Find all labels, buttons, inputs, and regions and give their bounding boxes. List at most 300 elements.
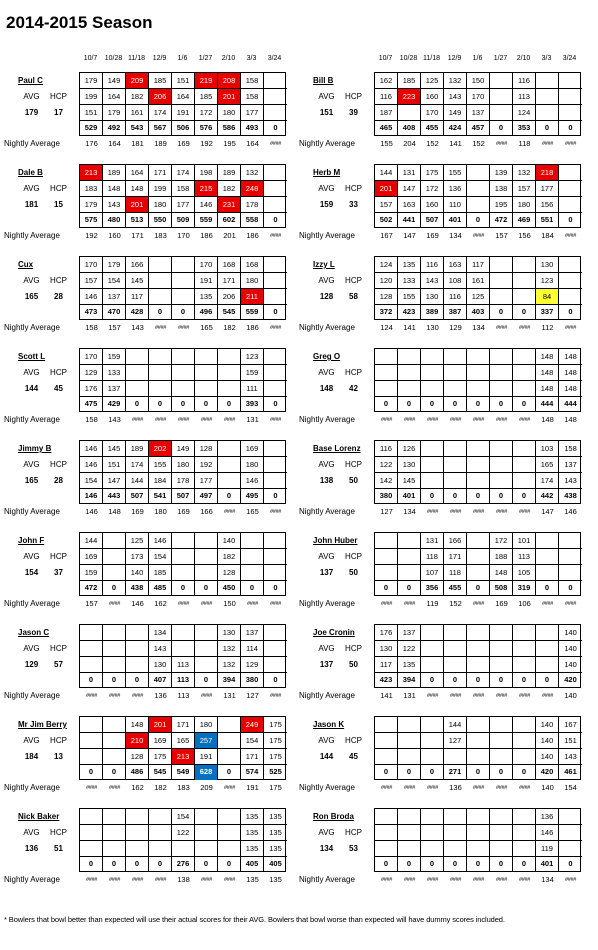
nightly-average-value: 134 <box>472 323 485 332</box>
score-cell <box>559 73 582 89</box>
score-cell: 132 <box>218 657 241 673</box>
score-cell <box>126 625 149 641</box>
score-cell <box>398 533 421 549</box>
player-name: Izzy L <box>313 260 335 269</box>
hcp-value: 45 <box>54 384 63 393</box>
score-cell <box>172 273 195 289</box>
score-cell <box>218 365 241 381</box>
total-cell: 558 <box>241 212 264 228</box>
score-grid <box>374 256 581 320</box>
score-cell: 180 <box>195 717 218 733</box>
hcp-label: HCP <box>50 552 67 561</box>
score-grid <box>79 72 286 136</box>
total-cell: 401 <box>536 856 559 872</box>
score-cell: 120 <box>375 273 398 289</box>
score-cell: 113 <box>513 89 536 105</box>
score-cell: 155 <box>149 457 172 473</box>
score-cell: 147 <box>103 473 126 489</box>
nightly-average-value: 169 <box>177 139 190 148</box>
score-cell <box>467 641 490 657</box>
score-cell: 145 <box>398 473 421 489</box>
hcp-value: 50 <box>349 660 358 669</box>
date-header: 1/27 <box>198 55 213 62</box>
nightly-average-value: #### <box>449 417 462 423</box>
date-header: 12/9 <box>447 55 462 62</box>
score-cell <box>264 657 287 673</box>
nightly-average-value: #### <box>495 785 508 791</box>
total-cell: 545 <box>218 304 241 320</box>
nightly-average-value: #### <box>223 785 236 791</box>
nightly-average-value: 143 <box>131 323 144 332</box>
score-cell: 118 <box>421 549 444 565</box>
total-cell: 337 <box>536 304 559 320</box>
total-cell: 486 <box>126 764 149 780</box>
total-cell: 0 <box>375 580 398 596</box>
score-cell: 130 <box>218 625 241 641</box>
total-cell: 472 <box>80 580 103 596</box>
score-cell <box>149 841 172 857</box>
score-cell <box>559 533 582 549</box>
score-grid <box>374 72 581 136</box>
nightly-average-value: 181 <box>131 139 144 148</box>
nightly-average-value: #### <box>495 325 508 331</box>
score-cell <box>490 641 513 657</box>
avg-value: 137 <box>319 568 334 577</box>
score-cell <box>264 441 287 457</box>
nightly-average-label: Nightly Average <box>4 507 60 516</box>
total-cell: 0 <box>375 396 398 412</box>
score-cell: 142 <box>375 473 398 489</box>
total-cell: 0 <box>490 856 513 872</box>
score-cell: 160 <box>421 89 444 105</box>
nightly-average-value: 152 <box>449 599 462 608</box>
score-cell <box>421 457 444 473</box>
score-cell: 155 <box>398 289 421 305</box>
total-cell: 0 <box>241 580 264 596</box>
total-cell: 0 <box>490 304 513 320</box>
nightly-average-value: #### <box>449 509 462 515</box>
score-cell: 143 <box>149 641 172 657</box>
nightly-average-value: 113 <box>177 691 190 700</box>
score-cell <box>467 809 490 825</box>
nightly-average-value: #### <box>380 785 393 791</box>
total-cell: 424 <box>444 120 467 136</box>
score-cell <box>513 365 536 381</box>
score-cell: 167 <box>559 717 582 733</box>
score-cell <box>103 565 126 581</box>
score-cell: 172 <box>195 105 218 121</box>
total-cell: 0 <box>421 764 444 780</box>
score-cell: 144 <box>80 533 103 549</box>
score-cell <box>536 565 559 581</box>
nightly-average-value: #### <box>472 785 485 791</box>
score-cell: 148 <box>559 365 582 381</box>
score-cell: 103 <box>536 441 559 457</box>
score-cell: 163 <box>444 257 467 273</box>
score-cell: 201 <box>375 181 398 197</box>
score-cell <box>536 73 559 89</box>
score-cell: 143 <box>444 89 467 105</box>
total-cell: 0 <box>264 580 287 596</box>
total-cell: 0 <box>444 488 467 504</box>
score-cell <box>398 365 421 381</box>
total-cell: 0 <box>490 764 513 780</box>
nightly-average-value: 156 <box>518 231 531 240</box>
nightly-average-value: 182 <box>154 783 167 792</box>
score-cell: 136 <box>444 181 467 197</box>
score-cell <box>467 381 490 397</box>
nightly-average-value: 141 <box>380 691 393 700</box>
score-cell: 137 <box>559 457 582 473</box>
score-cell: 179 <box>103 105 126 121</box>
score-cell: 248 <box>241 181 264 197</box>
nightly-average-value: #### <box>426 877 439 883</box>
score-cell: 125 <box>467 289 490 305</box>
score-cell <box>467 549 490 565</box>
score-cell: 117 <box>126 289 149 305</box>
score-cell: 124 <box>375 257 398 273</box>
score-cell: 137 <box>103 381 126 397</box>
nightly-average-value: #### <box>518 877 531 883</box>
score-cell <box>375 717 398 733</box>
nightly-average-value: 146 <box>564 507 577 516</box>
score-cell <box>513 749 536 765</box>
score-cell <box>513 717 536 733</box>
score-cell <box>513 457 536 473</box>
total-cell: 0 <box>126 672 149 688</box>
total-cell: 0 <box>467 580 490 596</box>
total-cell: 0 <box>375 764 398 780</box>
score-cell <box>513 809 536 825</box>
date-header: 3/24 <box>267 55 282 62</box>
score-cell: 133 <box>103 365 126 381</box>
score-cell <box>444 657 467 673</box>
score-cell: 146 <box>80 457 103 473</box>
total-cell: 559 <box>195 212 218 228</box>
nightly-average-value: #### <box>495 509 508 515</box>
nightly-average-value: 138 <box>177 875 190 884</box>
score-cell: 201 <box>126 197 149 213</box>
nightly-average-value: #### <box>426 785 439 791</box>
score-cell <box>218 825 241 841</box>
score-cell: 180 <box>241 457 264 473</box>
nightly-average-value: 148 <box>541 415 554 424</box>
total-cell: 0 <box>467 856 490 872</box>
score-cell: 140 <box>559 625 582 641</box>
score-cell: 177 <box>241 105 264 121</box>
score-cell <box>241 549 264 565</box>
nightly-average-value: 157 <box>495 231 508 240</box>
score-cell <box>218 841 241 857</box>
nightly-average-value: 129 <box>449 323 462 332</box>
score-cell: 123 <box>241 349 264 365</box>
score-cell: 145 <box>103 441 126 457</box>
score-cell <box>490 381 513 397</box>
hcp-value: 28 <box>54 476 63 485</box>
score-cell: 159 <box>103 349 126 365</box>
score-cell: 132 <box>444 73 467 89</box>
score-cell <box>513 641 536 657</box>
score-cell: 157 <box>80 273 103 289</box>
score-cell <box>398 717 421 733</box>
nightly-average-value: #### <box>269 141 282 147</box>
score-cell: 131 <box>398 165 421 181</box>
hcp-value: 28 <box>54 292 63 301</box>
nightly-average-value: 162 <box>154 599 167 608</box>
nightly-average-value: 155 <box>380 139 393 148</box>
avg-label: AVG <box>23 276 40 285</box>
score-cell: 158 <box>241 89 264 105</box>
score-cell: 158 <box>241 73 264 89</box>
score-cell <box>536 89 559 105</box>
nightly-average-label: Nightly Average <box>299 507 355 516</box>
score-cell <box>421 641 444 657</box>
total-cell: 0 <box>513 672 536 688</box>
score-cell: 183 <box>80 181 103 197</box>
score-cell: 180 <box>218 105 241 121</box>
total-cell: 0 <box>398 856 421 872</box>
score-cell <box>195 549 218 565</box>
score-cell: 125 <box>126 533 149 549</box>
score-cell: 154 <box>80 473 103 489</box>
total-cell: 559 <box>241 304 264 320</box>
score-cell: 185 <box>149 565 172 581</box>
hcp-label: HCP <box>50 736 67 745</box>
score-cell <box>559 105 582 121</box>
score-cell <box>126 381 149 397</box>
avg-label: AVG <box>318 368 335 377</box>
nightly-average-value: #### <box>518 509 531 515</box>
nightly-average-value: #### <box>223 417 236 423</box>
score-cell: 173 <box>126 549 149 565</box>
nightly-average-value: #### <box>269 693 282 699</box>
nightly-average-value: 169 <box>131 507 144 516</box>
player-name: John Huber <box>313 536 358 545</box>
total-cell: 0 <box>126 856 149 872</box>
player-name: John F <box>18 536 45 545</box>
nightly-average-value: #### <box>200 417 213 423</box>
score-cell: 136 <box>536 809 559 825</box>
score-cell <box>264 257 287 273</box>
total-cell: 0 <box>264 672 287 688</box>
score-cell: 148 <box>536 381 559 397</box>
score-cell <box>444 809 467 825</box>
avg-label: AVG <box>23 92 40 101</box>
score-cell: 213 <box>80 165 103 181</box>
total-cell: 543 <box>126 120 149 136</box>
score-cell <box>444 457 467 473</box>
total-cell: 0 <box>172 580 195 596</box>
nightly-average-label: Nightly Average <box>4 875 60 884</box>
score-cell: 151 <box>559 733 582 749</box>
score-cell <box>536 641 559 657</box>
date-header: 1/27 <box>493 55 508 62</box>
nightly-average-value: 147 <box>541 507 554 516</box>
nightly-average-value: 183 <box>154 231 167 240</box>
nightly-average-value: 131 <box>403 691 416 700</box>
score-cell <box>195 565 218 581</box>
avg-label: AVG <box>318 460 335 469</box>
nightly-average-value: #### <box>541 141 554 147</box>
total-cell: 0 <box>172 396 195 412</box>
score-grid <box>79 624 286 688</box>
hcp-label: HCP <box>345 460 362 469</box>
nightly-average-value: 140 <box>564 691 577 700</box>
nightly-average-value: #### <box>403 785 416 791</box>
total-cell: 485 <box>149 580 172 596</box>
nightly-average-value: #### <box>380 417 393 423</box>
total-cell: 480 <box>103 212 126 228</box>
total-cell: 507 <box>421 212 444 228</box>
score-cell: 161 <box>126 105 149 121</box>
score-cell: 223 <box>398 89 421 105</box>
score-cell: 171 <box>149 165 172 181</box>
score-cell: 130 <box>421 289 444 305</box>
score-cell <box>375 749 398 765</box>
total-cell: 319 <box>513 580 536 596</box>
score-cell <box>490 457 513 473</box>
hcp-value: 50 <box>349 476 358 485</box>
total-cell: 0 <box>421 672 444 688</box>
nightly-average-value: 164 <box>246 139 259 148</box>
nightly-average-value: #### <box>403 877 416 883</box>
total-cell: 423 <box>375 672 398 688</box>
score-cell: 215 <box>195 181 218 197</box>
score-cell: 169 <box>80 549 103 565</box>
nightly-average-value: #### <box>154 417 167 423</box>
score-cell <box>421 349 444 365</box>
hcp-label: HCP <box>50 276 67 285</box>
score-cell: 117 <box>467 257 490 273</box>
avg-value: 184 <box>24 752 39 761</box>
nightly-average-value: #### <box>108 877 121 883</box>
score-cell <box>467 841 490 857</box>
player-name: Jimmy B <box>18 444 52 453</box>
score-cell <box>467 733 490 749</box>
score-grid <box>79 808 286 872</box>
total-cell: 469 <box>513 212 536 228</box>
score-cell <box>103 549 126 565</box>
nightly-average-value: #### <box>518 693 531 699</box>
total-cell: 403 <box>467 304 490 320</box>
avg-label: AVG <box>23 460 40 469</box>
hcp-value: 42 <box>349 384 358 393</box>
total-cell: 507 <box>126 488 149 504</box>
score-cell <box>398 565 421 581</box>
score-cell <box>421 657 444 673</box>
score-cell <box>195 809 218 825</box>
score-cell <box>149 809 172 825</box>
score-cell <box>421 473 444 489</box>
score-cell: 140 <box>536 717 559 733</box>
score-cell: 127 <box>444 733 467 749</box>
score-cell: 135 <box>264 841 287 857</box>
score-cell: 154 <box>172 809 195 825</box>
score-cell <box>375 825 398 841</box>
score-cell: 128 <box>375 289 398 305</box>
total-cell: 0 <box>513 304 536 320</box>
score-cell <box>513 289 536 305</box>
total-cell: 393 <box>241 396 264 412</box>
nightly-average-value: 127 <box>246 691 259 700</box>
date-header: 2/10 <box>516 55 531 62</box>
score-cell: 139 <box>490 165 513 181</box>
score-cell <box>559 809 582 825</box>
score-cell: 170 <box>80 349 103 365</box>
score-cell <box>103 809 126 825</box>
date-header: 10/28 <box>399 55 418 62</box>
total-cell: 551 <box>536 212 559 228</box>
score-cell <box>536 549 559 565</box>
score-cell <box>264 273 287 289</box>
score-cell: 122 <box>398 641 421 657</box>
total-cell: 0 <box>375 856 398 872</box>
score-cell <box>398 809 421 825</box>
score-cell: 140 <box>536 733 559 749</box>
score-cell <box>172 641 195 657</box>
total-cell: 496 <box>195 304 218 320</box>
player-name: Herb M <box>313 168 341 177</box>
score-cell: 179 <box>80 197 103 213</box>
footnote: * Bowlers that bowl better than expected will use their actual scores for their AVG. Bowlers that bowl worse than expected will have dummy scores included. <box>4 915 505 924</box>
nightly-average-value: #### <box>380 601 393 607</box>
total-cell: 455 <box>444 580 467 596</box>
score-cell <box>264 181 287 197</box>
score-cell: 179 <box>80 73 103 89</box>
score-cell: 140 <box>559 641 582 657</box>
score-cell: 174 <box>172 165 195 181</box>
score-cell: 133 <box>398 273 421 289</box>
score-cell: 140 <box>126 565 149 581</box>
score-cell <box>241 533 264 549</box>
score-cell: 128 <box>126 749 149 765</box>
nightly-average-value: 148 <box>108 507 121 516</box>
total-cell: 0 <box>398 580 421 596</box>
total-cell: 0 <box>490 488 513 504</box>
total-cell: 495 <box>241 488 264 504</box>
score-cell <box>195 625 218 641</box>
score-cell: 206 <box>218 289 241 305</box>
score-cell <box>398 105 421 121</box>
total-cell: 575 <box>80 212 103 228</box>
nightly-average-value: #### <box>200 693 213 699</box>
total-cell: 0 <box>467 488 490 504</box>
score-cell: 132 <box>241 165 264 181</box>
score-cell <box>490 273 513 289</box>
score-cell: 148 <box>126 717 149 733</box>
total-cell: 0 <box>80 672 103 688</box>
score-cell: 154 <box>149 549 172 565</box>
total-cell: 0 <box>559 212 582 228</box>
nightly-average-value: 175 <box>269 783 282 792</box>
avg-label: AVG <box>23 368 40 377</box>
score-cell: 159 <box>80 565 103 581</box>
score-cell: 180 <box>241 273 264 289</box>
score-cell: 178 <box>241 197 264 213</box>
total-cell: 465 <box>375 120 398 136</box>
score-cell <box>513 273 536 289</box>
total-cell: 356 <box>421 580 444 596</box>
score-cell: 185 <box>195 89 218 105</box>
total-cell: 444 <box>559 396 582 412</box>
score-cell <box>467 565 490 581</box>
nightly-average-value: 183 <box>177 783 190 792</box>
total-cell: 0 <box>218 764 241 780</box>
nightly-average-value: #### <box>518 417 531 423</box>
score-cell: 147 <box>398 181 421 197</box>
score-cell <box>513 825 536 841</box>
hcp-value: 39 <box>349 108 358 117</box>
